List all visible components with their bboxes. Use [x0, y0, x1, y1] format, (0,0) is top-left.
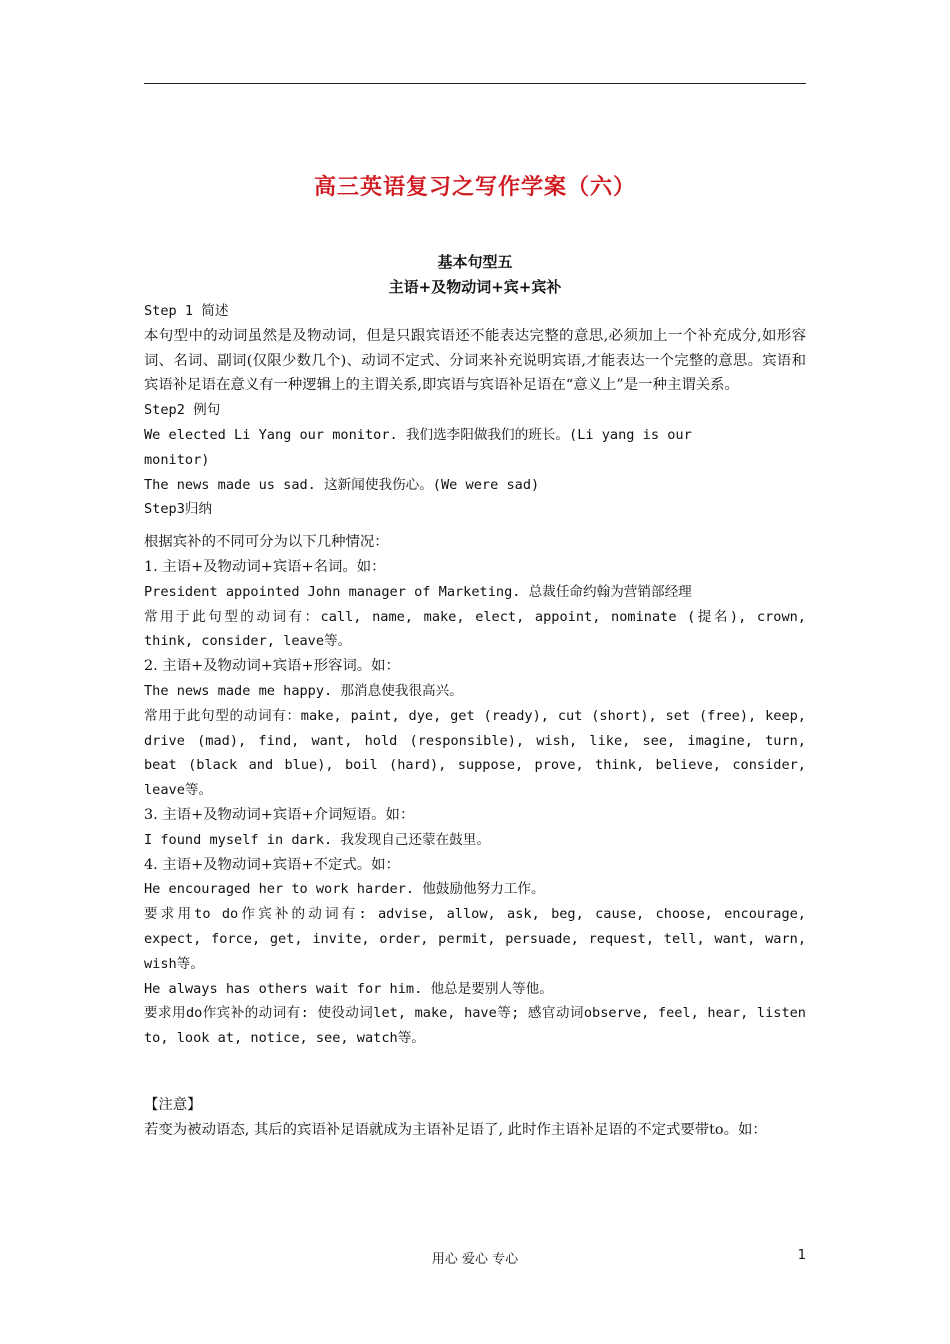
section-subtitle: 基本句型五	[437, 253, 513, 271]
note-heading: 【注意】	[144, 1096, 202, 1113]
page-footer: 用心 爱心 专心	[431, 1252, 519, 1267]
header-rule	[144, 83, 806, 84]
example-sentence: We elected Li Yang our monitor. 我们选李阳做我们的班长。(Li yang is our monitor)	[144, 426, 692, 468]
step3-heading: Step3归纳	[144, 501, 213, 518]
case-heading: 2. 主语+及物动词+宾语+形容词。如：	[144, 658, 400, 675]
example-sentence: The news made us sad. 这新闻使我伤心。(We were sad)	[144, 476, 540, 493]
verb-list: 常用于此句型的动词有：make, paint, dye, get (ready), cut (short), set (free), keep, drive (mad), find, want, hold (responsible), wish, like, see, imagine, turn, beat (black and blue), boil (hard), suppose, prove, think, believe, consider, leave等。	[144, 707, 806, 799]
document-title: 高三英语复习之写作学案（六）	[313, 174, 636, 200]
example-sentence: He encouraged her to work harder. 他鼓励他努力工作。	[144, 881, 545, 898]
note-paragraph: 若变为被动语态, 其后的宾语补足语就成为主语补足语了, 此时作主语补足语的不定式要带to。如：	[144, 1121, 767, 1138]
case-heading: 4. 主语+及物动词+宾语+不定式。如：	[144, 856, 400, 873]
case-heading: 3. 主语+及物动词+宾语+介词短语。如：	[144, 806, 415, 823]
document-body	[144, 299, 806, 1143]
verb-list: 常用于此句型的动词有：call, name, make, elect, appoint, nominate (提名), crown, think, consider, leave等。	[144, 608, 806, 650]
pattern-subtitle: 主语+及物动词+宾+宾补	[388, 278, 562, 296]
step2-heading: Step2 例句	[144, 402, 221, 419]
example-sentence: I found myself in dark. 我发现自己还蒙在鼓里。	[144, 831, 490, 848]
step1-heading: Step 1 简述	[144, 303, 229, 319]
verb-list: 要求用do作宾补的动词有: 使役动词let, make, have等; 感官动词observe, feel, hear, listen to, look at, notice, see, watch等。	[144, 1005, 806, 1047]
step1-paragraph: 本句型中的动词虽然是及物动词，但是只跟宾语还不能表达完整的意思,必须加上一个补充成分,如形容词、名词、副词(仅限少数几个)、动词不定式、分词来补充说明宾语,才能表达一个完整的意思。宾语和宾语补足语在意义有一种逻辑上的主谓关系,即宾语与宾语补足语在“意义上”是一种主谓关系。	[144, 327, 806, 394]
case-heading: 1. 主语+及物动词+宾语+名词。如：	[144, 558, 386, 575]
summary-intro: 根据宾补的不同可分为以下几种情况：	[144, 534, 389, 551]
verb-list: 要求用to do作宾补的动词有: advise, allow, ask, beg, cause, choose, encourage, expect, force, get, invite, order, permit, persuade, request, tell, want, warn, wish等。	[144, 906, 806, 972]
example-sentence: He always has others wait for him. 他总是要别人等他。	[144, 980, 553, 997]
example-sentence: President appointed John manager of Marketing. 总裁任命约翰为营销部经理	[144, 583, 692, 600]
example-sentence: The news made me happy. 那消息使我很高兴。	[144, 682, 463, 699]
page-number: 1	[797, 1248, 806, 1263]
